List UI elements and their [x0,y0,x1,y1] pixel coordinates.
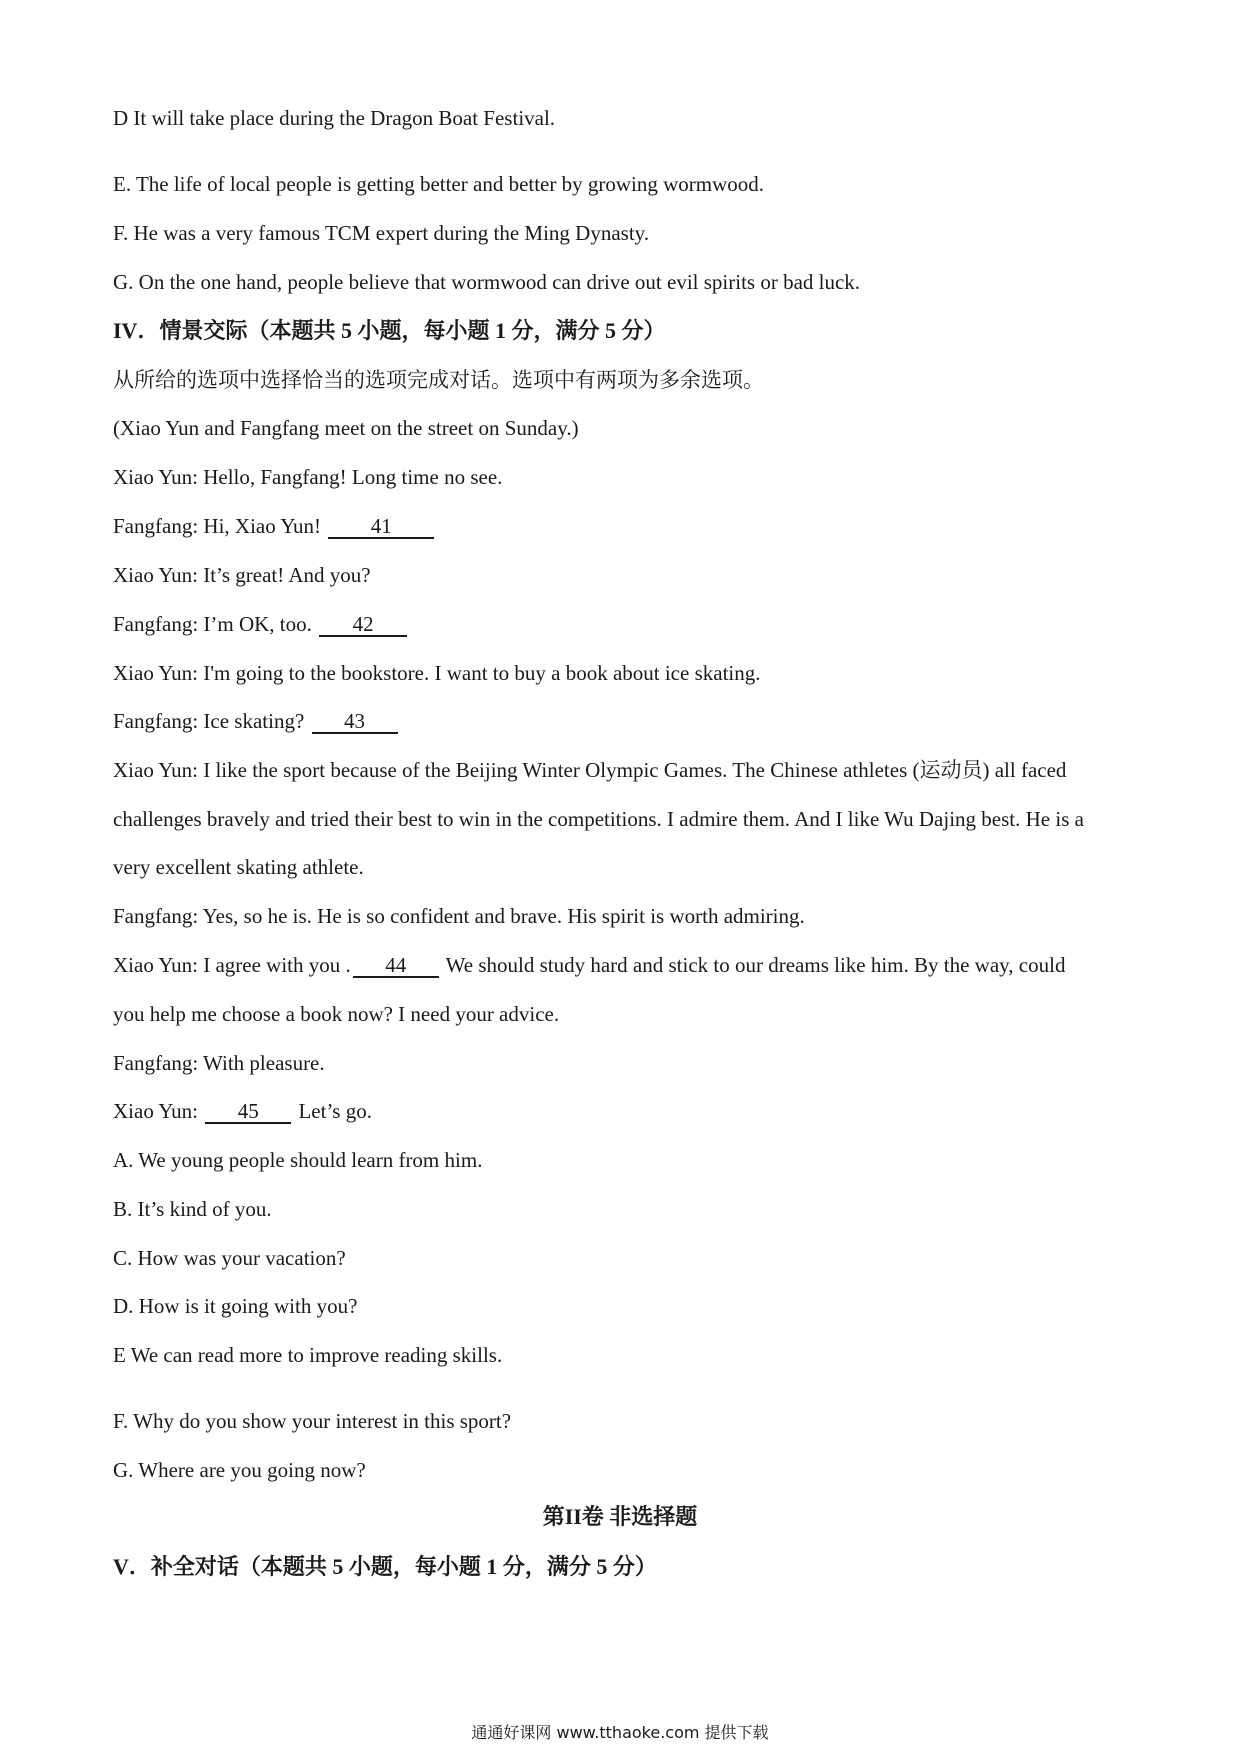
dialogue-line-12: you help me choose a book now? I need your advice. [113,1002,560,1026]
dialogue-line-11-post: We should study hard and stick to our dreams like him. By the way, could [440,953,1066,977]
option-f: F. Why do you show your interest in this sport? [113,1409,512,1433]
blank-45: 45 [205,1100,291,1124]
blank-42: 42 [319,613,407,637]
option-c: C. How was your vacation? [113,1246,346,1270]
section-4-instruction: 从所给的选项中选择恰当的选项完成对话。选项中有两项为多余选项。 [113,368,764,392]
dialogue-line-8: challenges bravely and tried their best to win in the competitions. I admire them. And I like Wu Dajing best. He is a [113,807,1084,831]
blank-44: 44 [353,954,439,978]
option-b: B. It’s kind of you. [113,1197,272,1221]
dialogue-line-14-post: Let’s go. [293,1099,372,1123]
blank-41: 41 [328,515,434,539]
dialogue-scene: (Xiao Yun and Fangfang meet on the street on Sunday.) [113,416,579,440]
section-5-heading: V．补全对话（本题共 5 小题，每小题 1 分，满分 5 分） [113,1554,657,1579]
dialogue-line-6-text: Fangfang: Ice skating? [113,709,310,733]
option-d: D. How is it going with you? [113,1294,358,1318]
dialogue-line-10: Fangfang: Yes, so he is. He is so confident and brave. His spirit is worth admiring. [113,904,805,928]
dialogue-line-11-pre: Xiao Yun: I agree with you . [113,953,351,977]
dialogue-line-3: Xiao Yun: It’s great! And you? [113,563,371,587]
blank-43: 43 [312,710,398,734]
option-g-prev: G. On the one hand, people believe that wormwood can drive out evil spirits or bad luck. [113,270,861,294]
option-f-prev: F. He was a very famous TCM expert during the Ming Dynasty. [113,221,650,245]
dialogue-line-13: Fangfang: With pleasure. [113,1051,325,1075]
dialogue-line-6 [113,707,400,735]
option-a: A. We young people should learn from him. [113,1148,483,1172]
page-footer: 通通好课网 www.tthaoke.com 提供下载 [471,1723,769,1742]
part-2-title: 第II卷 非选择题 [542,1504,698,1529]
dialogue-line-5: Xiao Yun: I'm going to the bookstore. I want to buy a book about ice skating. [113,661,761,685]
dialogue-line-14 [113,1097,372,1125]
section-4-heading: IV．情景交际（本题共 5 小题，每小题 1 分，满分 5 分） [113,318,666,343]
dialogue-line-9: very excellent skating athlete. [113,855,364,879]
option-g: G. Where are you going now? [113,1458,366,1482]
dialogue-line-2-text: Fangfang: Hi, Xiao Yun! [113,514,327,538]
dialogue-line-11 [113,951,1065,979]
dialogue-line-2 [113,512,436,540]
option-d-prev: D It will take place during the Dragon Boat Festival. [113,106,556,130]
dialogue-line-4 [113,610,409,638]
dialogue-line-4-text: Fangfang: I’m OK, too. [113,612,318,636]
option-e-prev: E. The life of local people is getting better and better by growing wormwood. [113,172,765,196]
dialogue-line-1: Xiao Yun: Hello, Fangfang! Long time no see. [113,465,503,489]
dialogue-line-7: Xiao Yun: I like the sport because of the Beijing Winter Olympic Games. The Chinese athletes (运动员) all faced [113,758,1067,782]
dialogue-line-14-pre: Xiao Yun: [113,1099,204,1123]
option-e: E We can read more to improve reading skills. [113,1343,503,1367]
